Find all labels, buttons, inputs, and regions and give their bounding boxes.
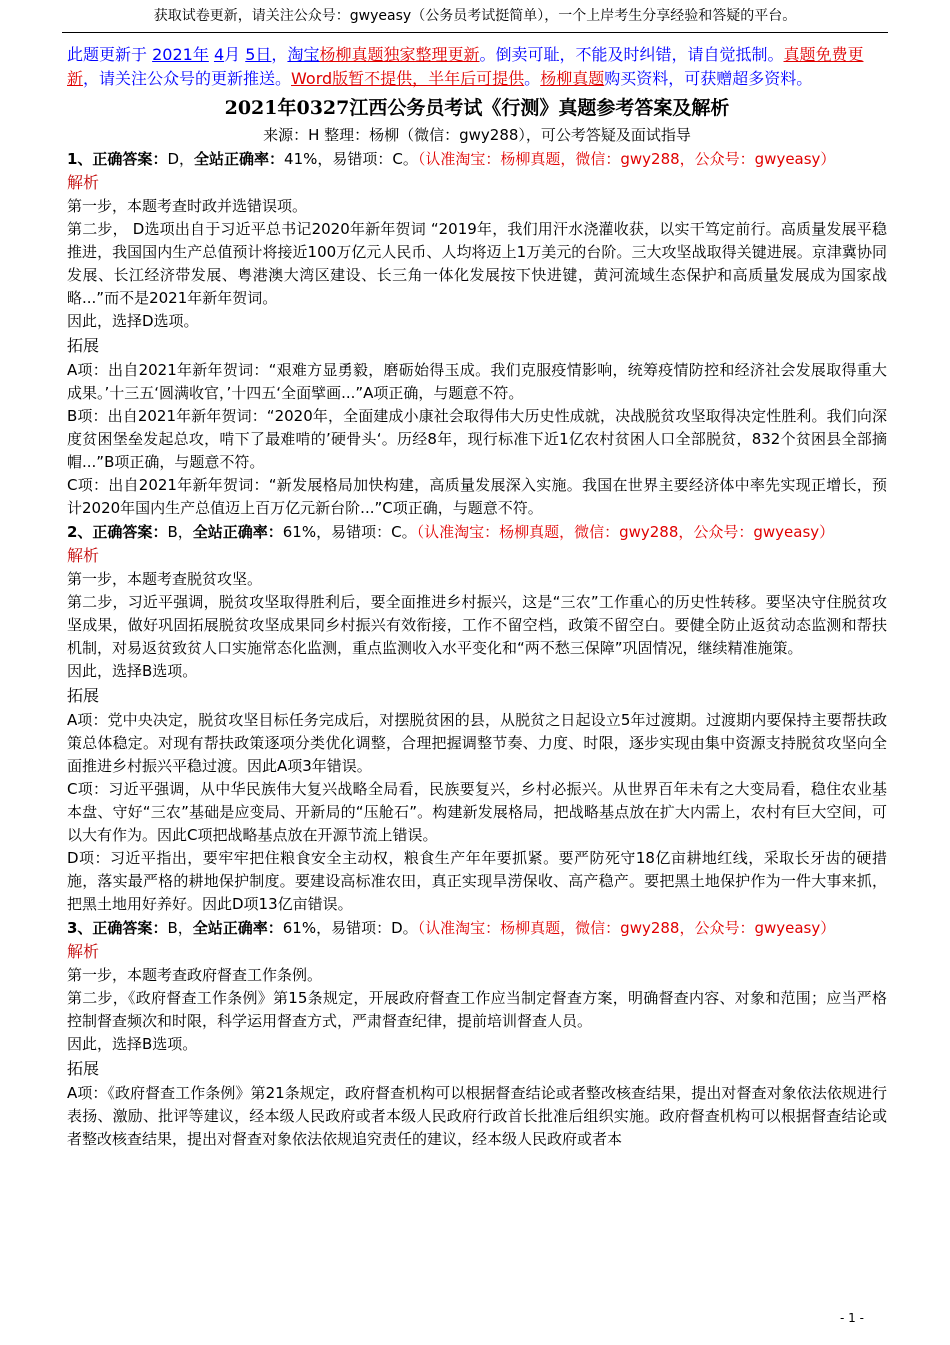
- analysis-conclusion: 因此，选择B选项。: [67, 662, 198, 680]
- extension-item: A项：《政府督查工作条例》第21条规定，政府督查机构可以根据督查结论或者整改核查结果，提出对督查对象依法依规进行表扬、激励、批评等建议，经本级人民政府或者本级人民政府行政首长批准后组织实施。政府督查机构可以根据督查结论或者整改核查结果，提出对督查对象依法依规追究责任的建议，经本级人民政府或者本: [67, 1084, 887, 1148]
- question-block: [67, 916, 887, 1151]
- analysis-conclusion: 因此，选择B选项。: [67, 1035, 198, 1053]
- top-banner: 获取试卷更新，请关注公众号：gwyeasy（公务员考试挺简单），一个上岸考生分享经验和答疑的平台。: [153, 8, 797, 24]
- analysis-step: 第二步，习近平强调，脱贫攻坚取得胜利后，要全面推进乡村振兴，这是“三农”工作重心的历史性转移。要坚决守住脱贫攻坚成果，做好巩固拓展脱贫攻坚成果同乡村振兴有效衔接，工作不留空档，政策不留空白。要健全防止返贫动态监测和帮扶机制，对易返贫致贫人口实施常态化监测，重点监测收入水平变化和“两不愁三保障”巩固情况，继续精准施策。: [67, 593, 887, 657]
- rate-label: 全站正确率：: [194, 150, 285, 168]
- analysis-heading: 解析: [67, 546, 100, 565]
- notice-year: 2021年: [152, 45, 209, 64]
- question-header: [67, 916, 887, 940]
- answer-value: D，: [167, 150, 195, 168]
- analysis-conclusion: 因此，选择D选项。: [67, 312, 199, 330]
- answer-label: 2、正确答案：: [67, 523, 168, 541]
- promo-tag: （认准淘宝：杨柳真题，微信：gwy288，公众号：gwyeasy）: [417, 919, 836, 937]
- analysis-heading: 解析: [67, 173, 100, 192]
- notice-word-version[interactable]: Word版暂不提供，半年后可提供: [291, 69, 525, 88]
- notice-text: 。倒卖可耻，不能及时纠错，请自觉抵制。: [479, 45, 784, 64]
- notice-text: ，请关注公众号的更新推送。: [83, 69, 292, 88]
- header-rule: [62, 32, 888, 33]
- notice-text: 此题更新于: [67, 45, 148, 64]
- rate-label: 全站正确率：: [192, 919, 283, 937]
- extension-item: C项：习近平强调，从中华民族伟大复兴战略全局看，民族要复兴，乡村必振兴。从世界百年未有之大变局看，稳住农业基本盘、守好“三农”基础是应变局、开新局的“压舱石”。构建新发展格局，把战略基点放在扩大内需上，农村有巨大空间，可以大有作为。因此C项把战略基点放在开源节流上错误。: [67, 780, 887, 844]
- answer-label: 1、正确答案：: [67, 150, 168, 168]
- document-source: 来源：H 整理：杨柳（微信：gwy288），可公考答疑及面试指导: [263, 126, 691, 144]
- promo-tag: （认准淘宝：杨柳真题，微信：gwy288，公众号：gwyeasy）: [417, 150, 836, 168]
- extension-item: D项：习近平指出，要牢牢把住粮食安全主动权，粮食生产年年要抓紧。要严防死守18亿亩耕地红线，采取长牙齿的硬措施，落实最严格的耕地保护制度。要建设高标准农田，真正实现旱涝保收、高产稳产。要把黑土地保护作为一件大事来抓，把黑土地用好养好。因此D项13亿亩错误。: [67, 849, 887, 913]
- extension-item: B项：出自2021年新年贺词：“2020年，全面建成小康社会取得伟大历史性成就，决战脱贫攻坚取得决定性胜利。我们向深度贫困堡垒发起总攻，啃下了最难啃的’硬骨头‘。历经8年，现行标准下近1亿农村贫困人口全部脱贫，832个贫困县全部摘帽...”B项正确，与题意不符。: [67, 407, 887, 471]
- document-title: 2021年0327江西公务员考试《行测》真题参考答案及解析: [224, 97, 730, 119]
- notice-link-taobao[interactable]: 淘宝: [287, 45, 320, 64]
- notice-text: 购买资料，可获赠超多资料。: [604, 69, 813, 88]
- rate-value: 41%，易错项：C。: [284, 150, 418, 168]
- analysis-heading: 解析: [67, 942, 100, 961]
- answer-label: 3、正确答案：: [67, 919, 168, 937]
- question-header: [67, 147, 887, 171]
- promo-tag: （认准淘宝：杨柳真题，微信：gwy288，公众号：gwyeasy）: [416, 523, 835, 541]
- extension-heading: 拓展: [67, 1059, 100, 1078]
- notice-link-brand[interactable]: 杨柳真题: [319, 45, 384, 64]
- notice-text: 月: [224, 45, 241, 64]
- extension-item: C项：出自2021年新年贺词：“新发展格局加快构建，高质量发展深入实施。我国在世界主要经济体中率先实现正增长，预计2020年国内生产总值迈上百万亿元新台阶...”C项正确，与题意不符。: [67, 476, 887, 517]
- notice-day: 5日: [245, 45, 272, 64]
- rate-value: 61%，易错项：C。: [282, 523, 417, 541]
- extension-heading: 拓展: [67, 336, 100, 355]
- notice-month: 4: [213, 45, 225, 64]
- analysis-step: 第一步，本题考查脱贫攻坚。: [67, 570, 263, 588]
- analysis-step: 第二步， D选项出自于习近平总书记2020年新年贺词 “2019年，我们用汗水浇灌收获，以实干笃定前行。高质量发展平稳推进，我国国内生产总值预计将接近100万亿元人民币、人均将迈上1万美元的台阶。三大攻坚战取得关键进展。京津冀协同发展、长江经济带发展、粤港澳大湾区建设、长三角一体化发展按下快进键，黄河流域生态保护和高质量发展成为国家战略...”而不是2021年新年贺词。: [67, 220, 887, 307]
- rate-value: 61%，易错项：D。: [282, 919, 418, 937]
- notice-text: 。: [524, 69, 541, 88]
- analysis-step: 第一步，本题考查政府督查工作条例。: [67, 966, 323, 984]
- analysis-step: 第二步，《政府督查工作条例》第15条规定，开展政府督查工作应当制定督查方案，明确督查内容、对象和范围；应当严格控制督查频次和时限，科学运用督查方式，严肃督查纪律，提前培训督查人员。: [67, 989, 887, 1030]
- extension-item: A项：出自2021年新年贺词：“艰难方显勇毅，磨砺始得玉成。我们克服疫情影响，统筹疫情防控和经济社会发展取得重大成果。’十三五‘圆满收官，’十四五‘全面擘画...”A项正确，与题意不符。: [67, 361, 887, 402]
- question-header: [67, 520, 887, 544]
- update-notice: [67, 43, 887, 91]
- notice-text: ，: [271, 45, 288, 64]
- extension-heading: 拓展: [67, 686, 100, 705]
- notice-link-free[interactable]: 真题免费更新: [67, 45, 864, 88]
- page-number: - 1 -: [840, 1311, 864, 1325]
- rate-label: 全站正确率：: [192, 523, 283, 541]
- question-block: [67, 520, 887, 916]
- question-block: [67, 147, 887, 520]
- analysis-step: 第一步，本题考查时政并选错误项。: [67, 197, 308, 215]
- notice-link-brand-2[interactable]: 杨柳真题: [540, 69, 605, 88]
- notice-link-exclusive[interactable]: 独家整理更新: [383, 45, 480, 64]
- document-body: [67, 43, 887, 1151]
- extension-item: A项：党中央决定，脱贫攻坚目标任务完成后，对摆脱贫困的县，从脱贫之日起设立5年过渡期。过渡期内要保持主要帮扶政策总体稳定。对现有帮扶政策逐项分类优化调整，合理把握调整节奏、力度、时限，逐步实现由集中资源支持脱贫攻坚向全面推进乡村振兴平稳过渡。因此A项3年错误。: [67, 711, 887, 775]
- answer-value: B，: [167, 919, 193, 937]
- answer-value: B，: [167, 523, 193, 541]
